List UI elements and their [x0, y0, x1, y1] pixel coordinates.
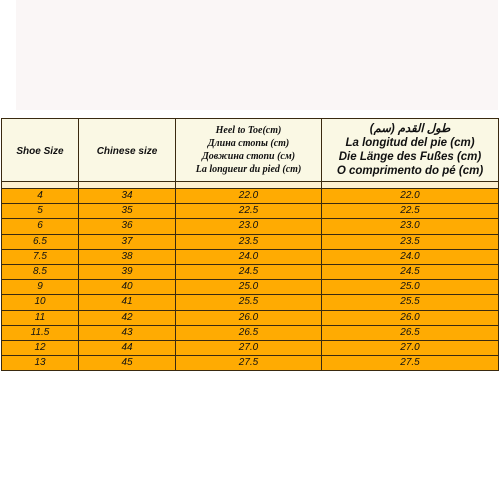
spacer-cell — [176, 182, 322, 189]
heel-to-toe-cell: 23.5 — [176, 234, 322, 249]
heel-to-toe-cell: 26.0 — [176, 310, 322, 325]
table-row — [2, 295, 499, 310]
table-row — [2, 204, 499, 219]
foot-length-cell: 27.5 — [322, 356, 499, 371]
size-chart-table — [1, 118, 499, 371]
foot-length-cell: 22.0 — [322, 189, 499, 204]
shoe-size-cell: 4 — [2, 189, 79, 204]
chinese-size-cell: 40 — [79, 280, 176, 295]
table-row — [2, 189, 499, 204]
chinese-size-cell: 36 — [79, 219, 176, 234]
shoe-size-cell: 11.5 — [2, 325, 79, 340]
table-row — [2, 280, 499, 295]
heel-to-toe-cell: 25.0 — [176, 280, 322, 295]
chinese-size-cell: 41 — [79, 295, 176, 310]
foot-length-cell: 22.5 — [322, 204, 499, 219]
heel-to-toe-cell: 24.5 — [176, 264, 322, 279]
foot-length-cell: 26.0 — [322, 310, 499, 325]
foot-length-cell: 25.5 — [322, 295, 499, 310]
chinese-size-cell: 35 — [79, 204, 176, 219]
foot-length-cell: 24.5 — [322, 264, 499, 279]
table-row — [2, 264, 499, 279]
chinese-size-cell: 37 — [79, 234, 176, 249]
heel-to-toe-cell: 26.5 — [176, 325, 322, 340]
foot-length-cell: 23.5 — [322, 234, 499, 249]
header-heel-to-toe-line: Heel to Toe(cm) — [215, 125, 282, 136]
header-chinese-size-label: Chinese size — [96, 146, 158, 157]
chinese-size-cell: 45 — [79, 356, 176, 371]
spacer-cell — [322, 182, 499, 189]
table-row — [2, 340, 499, 355]
chinese-size-cell: 38 — [79, 249, 176, 264]
table-row — [2, 249, 499, 264]
shoe-size-cell: 6 — [2, 219, 79, 234]
heel-to-toe-cell: 25.5 — [176, 295, 322, 310]
shoe-size-cell: 6.5 — [2, 234, 79, 249]
header-shoe-size — [2, 119, 79, 182]
shoe-size-cell: 9 — [2, 280, 79, 295]
shoe-size-cell: 5 — [2, 204, 79, 219]
header-shoe-size-label: Shoe Size — [16, 146, 64, 157]
table-header-row — [2, 119, 499, 182]
header-foot-length-line: Die Länge des Fußes (cm) — [338, 151, 482, 163]
blank-image-area — [16, 0, 498, 110]
header-foot-length-line: طول القدم (سم) — [369, 123, 451, 135]
table-row — [2, 356, 499, 371]
header-foot-length — [322, 119, 499, 182]
foot-length-cell: 24.0 — [322, 249, 499, 264]
foot-length-cell: 26.5 — [322, 325, 499, 340]
foot-length-cell: 25.0 — [322, 280, 499, 295]
header-heel-to-toe-line: La longueur du pied (cm) — [195, 164, 302, 175]
heel-to-toe-cell: 27.0 — [176, 340, 322, 355]
header-chinese-size — [79, 119, 176, 182]
shoe-size-cell: 10 — [2, 295, 79, 310]
shoe-size-cell: 7.5 — [2, 249, 79, 264]
header-heel-to-toe-line: Длина стопы (cm) — [207, 138, 290, 149]
heel-to-toe-cell: 22.0 — [176, 189, 322, 204]
foot-length-cell: 23.0 — [322, 219, 499, 234]
shoe-size-cell: 12 — [2, 340, 79, 355]
chinese-size-cell: 44 — [79, 340, 176, 355]
foot-length-cell: 27.0 — [322, 340, 499, 355]
chinese-size-cell: 39 — [79, 264, 176, 279]
spacer-cell — [79, 182, 176, 189]
heel-to-toe-cell: 22.5 — [176, 204, 322, 219]
table-row — [2, 325, 499, 340]
shoe-size-cell: 13 — [2, 356, 79, 371]
header-heel-to-toe-line: Довжина стопи (см) — [201, 151, 296, 162]
table-row — [2, 219, 499, 234]
header-heel-to-toe — [176, 119, 322, 182]
chinese-size-cell: 43 — [79, 325, 176, 340]
heel-to-toe-cell: 27.5 — [176, 356, 322, 371]
table-body — [2, 182, 499, 371]
heel-to-toe-cell: 23.0 — [176, 219, 322, 234]
chinese-size-cell: 34 — [79, 189, 176, 204]
spacer-cell — [2, 182, 79, 189]
shoe-size-cell: 8.5 — [2, 264, 79, 279]
shoe-size-cell: 11 — [2, 310, 79, 325]
header-foot-length-line: O comprimento do pé (cm) — [336, 165, 484, 177]
chinese-size-cell: 42 — [79, 310, 176, 325]
table-row — [2, 234, 499, 249]
header-foot-length-line: La longitud del pie (cm) — [345, 137, 475, 149]
table-row — [2, 310, 499, 325]
header-spacer-row — [2, 182, 499, 189]
heel-to-toe-cell: 24.0 — [176, 249, 322, 264]
